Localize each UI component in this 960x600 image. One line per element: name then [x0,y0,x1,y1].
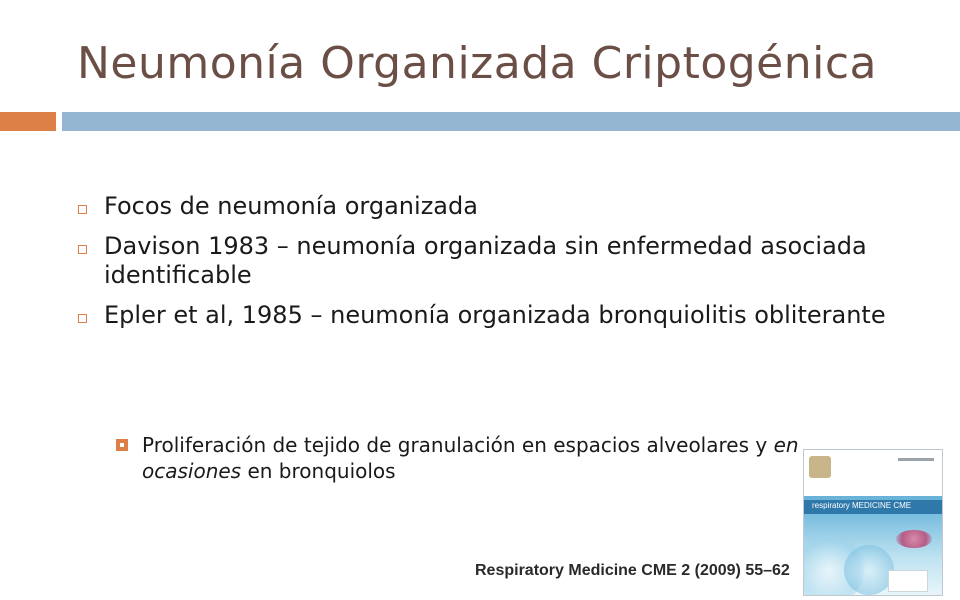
journal-cover-image [803,449,943,596]
bullet-item [78,192,908,221]
sub-bullet-emphasis: en ocasiones [142,433,799,483]
accent-bar-orange [0,112,56,131]
sub-bullet-text-start: Proliferación de tejido de granulación en espacios alveolares y [142,433,774,457]
hollow-square-icon [78,314,87,323]
cover-title: respiratory MEDICINE CME [812,501,912,510]
accent-bar-blue [62,112,960,131]
bullet-text: Focos de neumonía organizada [104,192,478,220]
hollow-square-icon [78,205,87,214]
sub-bullet-text [142,432,816,484]
bullet-item [78,301,908,330]
publisher-logo-icon [809,456,831,478]
bullet-text: Davison 1983 – neumonía organizada sin enfermedad asociada identificable [104,232,867,289]
sciencedirect-badge [888,570,928,592]
journal-citation: Respiratory Medicine CME 2 (2009) 55–62 [475,562,790,579]
sub-bullet-text-end: en bronquiolos [241,459,396,483]
hollow-square-icon [78,245,87,254]
cell-image-blob [844,545,894,595]
bullet-list [78,192,908,341]
filled-square-bullet-icon [116,439,128,451]
slide-title: Neumonía Organizada Criptogénica [77,38,878,89]
sub-bullet-item [116,432,816,484]
cover-issn-line [898,458,934,461]
bullet-text: Epler et al, 1985 – neumonía organizada bronquiolitis obliterante [104,301,886,329]
bullet-item [78,232,908,290]
cell-image-pink [896,530,932,548]
